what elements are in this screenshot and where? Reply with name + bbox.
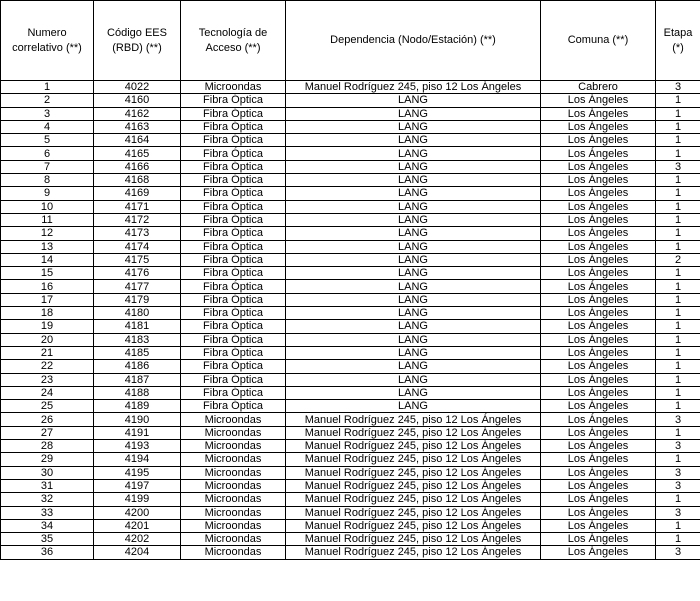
table-body [1,81,700,560]
table-row [1,320,700,333]
table-cell: Fibra Óptica [181,333,286,346]
table-cell: 4188 [94,386,181,399]
table-cell: 4169 [94,187,181,200]
table-row [1,386,700,399]
table-cell: LANG [286,240,541,253]
table-row [1,253,700,266]
table-cell: 4168 [94,174,181,187]
table-cell: Manuel Rodríguez 245, piso 12 Los Ángeles [286,533,541,546]
table-cell: 3 [656,466,700,479]
table-cell: Los Ángeles [541,94,656,107]
table-cell: Los Ángeles [541,493,656,506]
table-cell: Los Ángeles [541,147,656,160]
table-cell: 1 [656,493,700,506]
table-cell: 4171 [94,200,181,213]
table-cell: 36 [1,546,94,559]
header-comuna: Comuna (**) [541,1,656,81]
table-cell: Los Ángeles [541,200,656,213]
table-cell: 4177 [94,280,181,293]
table-cell: LANG [286,107,541,120]
table-cell: 15 [1,267,94,280]
table-cell: 4200 [94,506,181,519]
table-cell: 1 [656,519,700,532]
table-row [1,227,700,240]
table-cell: Los Ángeles [541,320,656,333]
table-cell: Microondas [181,440,286,453]
table-cell: 5 [1,134,94,147]
table-cell: 1 [656,187,700,200]
table-cell: Microondas [181,533,286,546]
table-cell: 2 [1,94,94,107]
table-cell: Fibra Óptica [181,227,286,240]
table-cell: Microondas [181,426,286,439]
table-cell: Los Ángeles [541,453,656,466]
table-cell: Los Ángeles [541,346,656,359]
table-cell: 25 [1,400,94,413]
table-cell: 8 [1,174,94,187]
table-row [1,94,700,107]
table-cell: LANG [286,213,541,226]
table-cell: 4176 [94,267,181,280]
table-cell: 4164 [94,134,181,147]
table-cell: Microondas [181,519,286,532]
header-etapa: Etapa (*) [656,1,700,81]
table-cell: 26 [1,413,94,426]
table-cell: 13 [1,240,94,253]
table-cell: 4186 [94,360,181,373]
table-cell: LANG [286,280,541,293]
table-cell: 16 [1,280,94,293]
table-cell: LANG [286,320,541,333]
table-cell: 3 [656,546,700,559]
table-cell: 3 [656,81,700,94]
header-codigo-ees: Código EES (RBD) (**) [94,1,181,81]
table-cell: Microondas [181,466,286,479]
table-cell: Fibra Óptica [181,94,286,107]
table-row [1,280,700,293]
table-cell: Microondas [181,493,286,506]
table-row [1,267,700,280]
table-cell: 3 [656,479,700,492]
table-cell: 4199 [94,493,181,506]
table-cell: Microondas [181,479,286,492]
table-cell: Manuel Rodríguez 245, piso 12 Los Ángeles [286,493,541,506]
table-row [1,453,700,466]
table-cell: Los Ángeles [541,413,656,426]
table-cell: 34 [1,519,94,532]
table-row [1,400,700,413]
table-cell: 1 [656,533,700,546]
table-cell: Los Ángeles [541,533,656,546]
table-cell: Manuel Rodríguez 245, piso 12 Los Ángeles [286,519,541,532]
table-cell: 29 [1,453,94,466]
table-cell: Los Ángeles [541,280,656,293]
table-cell: LANG [286,386,541,399]
table-row [1,506,700,519]
table-cell: 9 [1,187,94,200]
table-row [1,333,700,346]
table-cell: 4194 [94,453,181,466]
table-cell: Cabrero [541,81,656,94]
table-header [1,1,700,81]
table-cell: Manuel Rodríguez 245, piso 12 Los Ángeles [286,426,541,439]
table-cell: Manuel Rodríguez 245, piso 12 Los Ángeles [286,440,541,453]
table-cell: LANG [286,160,541,173]
table-cell: 31 [1,479,94,492]
table-cell: Fibra Óptica [181,293,286,306]
table-cell: 1 [656,94,700,107]
table-cell: 4185 [94,346,181,359]
header-numero-correlativo: Numero correlativo (**) [1,1,94,81]
table-cell: Los Ángeles [541,187,656,200]
table-cell: Fibra Óptica [181,280,286,293]
table-cell: 3 [656,440,700,453]
table-cell: Los Ángeles [541,120,656,133]
table-cell: Fibra Óptica [181,147,286,160]
table-cell: 3 [1,107,94,120]
table-cell: 1 [656,134,700,147]
table-cell: 4189 [94,400,181,413]
table-cell: 4193 [94,440,181,453]
table-cell: LANG [286,253,541,266]
table-cell: Microondas [181,413,286,426]
table-cell: Microondas [181,546,286,559]
table-cell: LANG [286,333,541,346]
table-cell: 4022 [94,81,181,94]
table-cell: Los Ángeles [541,160,656,173]
table-cell: 10 [1,200,94,213]
table-row [1,426,700,439]
table-cell: LANG [286,346,541,359]
table-cell: 23 [1,373,94,386]
table-cell: Los Ángeles [541,400,656,413]
table-cell: 27 [1,426,94,439]
table-cell: LANG [286,174,541,187]
table-row [1,147,700,160]
table-cell: LANG [286,147,541,160]
table-cell: 21 [1,346,94,359]
table-cell: 4190 [94,413,181,426]
table-cell: 4174 [94,240,181,253]
table-cell: Los Ángeles [541,519,656,532]
table-cell: 4191 [94,426,181,439]
table-cell: Microondas [181,81,286,94]
table-row [1,346,700,359]
table-cell: 3 [656,413,700,426]
table-cell: 4181 [94,320,181,333]
table-cell: 4179 [94,293,181,306]
table-cell: Manuel Rodríguez 245, piso 12 Los Ángeles [286,466,541,479]
table-cell: LANG [286,227,541,240]
table-cell: 1 [656,346,700,359]
table-cell: 35 [1,533,94,546]
table-cell: LANG [286,187,541,200]
table-cell: 4162 [94,107,181,120]
table-cell: Los Ángeles [541,293,656,306]
table-row [1,493,700,506]
table-cell: 1 [656,386,700,399]
table-cell: 1 [656,200,700,213]
table-cell: Fibra Óptica [181,360,286,373]
table-row [1,307,700,320]
table-cell: 1 [656,107,700,120]
table-row [1,519,700,532]
table-row [1,160,700,173]
table-cell: 4172 [94,213,181,226]
table-cell: Fibra Óptica [181,240,286,253]
table-cell: 4204 [94,546,181,559]
table-cell: Fibra Óptica [181,187,286,200]
table-cell: 7 [1,160,94,173]
table-row [1,81,700,94]
table-cell: Fibra Óptica [181,346,286,359]
table-row [1,360,700,373]
table-cell: 24 [1,386,94,399]
table-cell: 4175 [94,253,181,266]
table-cell: LANG [286,120,541,133]
table-row [1,533,700,546]
table-cell: 1 [656,174,700,187]
table-row [1,174,700,187]
table-cell: 4195 [94,466,181,479]
table-cell: Los Ángeles [541,240,656,253]
table-cell: 4187 [94,373,181,386]
table-cell: 1 [656,213,700,226]
table-cell: Fibra Óptica [181,120,286,133]
table-cell: 1 [656,453,700,466]
table-cell: Los Ángeles [541,307,656,320]
table-cell: 1 [656,280,700,293]
table-row [1,440,700,453]
table-row [1,213,700,226]
table-cell: Los Ángeles [541,253,656,266]
table-cell: LANG [286,360,541,373]
header-dependencia: Dependencia (Nodo/Estación) (**) [286,1,541,81]
table-cell: Los Ángeles [541,386,656,399]
table-cell: Fibra Óptica [181,253,286,266]
table-cell: 4166 [94,160,181,173]
table-cell: Fibra Óptica [181,373,286,386]
table-cell: 4 [1,120,94,133]
table-cell: Fibra Óptica [181,386,286,399]
table-cell: Manuel Rodríguez 245, piso 12 Los Ángeles [286,413,541,426]
table-cell: Los Ángeles [541,267,656,280]
table-cell: Los Ángeles [541,107,656,120]
table-cell: Fibra Óptica [181,400,286,413]
table-cell: Fibra Óptica [181,200,286,213]
table-cell: 4202 [94,533,181,546]
table-cell: Manuel Rodríguez 245, piso 12 Los Ángeles [286,546,541,559]
table-cell: Los Ángeles [541,440,656,453]
table-cell: LANG [286,134,541,147]
table-row [1,200,700,213]
table-cell: 1 [656,293,700,306]
table-cell: 18 [1,307,94,320]
table-cell: 4163 [94,120,181,133]
table-cell: 4201 [94,519,181,532]
table-cell: 4160 [94,94,181,107]
table-row [1,187,700,200]
table-cell: 1 [656,240,700,253]
table-cell: Fibra Óptica [181,307,286,320]
table-cell: 14 [1,253,94,266]
table-cell: Manuel Rodríguez 245, piso 12 Los Ángeles [286,453,541,466]
table-cell: 1 [656,320,700,333]
table-cell: 6 [1,147,94,160]
table-cell: 3 [656,160,700,173]
table-cell: Fibra Óptica [181,107,286,120]
table-cell: 4180 [94,307,181,320]
table-cell: 1 [656,147,700,160]
table-row [1,107,700,120]
table-cell: Fibra Óptica [181,174,286,187]
table-cell: 20 [1,333,94,346]
table-cell: Manuel Rodríguez 245, piso 12 Los Ángeles [286,506,541,519]
table-cell: 1 [656,227,700,240]
table-cell: Fibra Óptica [181,160,286,173]
table-cell: 1 [656,333,700,346]
table-cell: Manuel Rodríguez 245, piso 12 Los Ángeles [286,479,541,492]
table-row [1,546,700,559]
table-cell: 19 [1,320,94,333]
table-cell: Fibra Óptica [181,267,286,280]
table-row [1,373,700,386]
table-cell: Microondas [181,453,286,466]
table-cell: Los Ángeles [541,333,656,346]
table-cell: 32 [1,493,94,506]
table-cell: LANG [286,307,541,320]
table-cell: LANG [286,293,541,306]
table-row [1,240,700,253]
table-cell: Los Ángeles [541,373,656,386]
table-cell: Fibra Óptica [181,213,286,226]
table-cell: 1 [1,81,94,94]
table-cell: 1 [656,120,700,133]
table-cell: 17 [1,293,94,306]
table-cell: Los Ángeles [541,479,656,492]
table-row [1,134,700,147]
table-cell: Microondas [181,506,286,519]
table-cell: 28 [1,440,94,453]
table-cell: 1 [656,373,700,386]
table-cell: LANG [286,94,541,107]
table-cell: Los Ángeles [541,174,656,187]
table-cell: 22 [1,360,94,373]
table-cell: LANG [286,373,541,386]
table-cell: 2 [656,253,700,266]
table-cell: 1 [656,267,700,280]
table-cell: LANG [286,200,541,213]
table-cell: 1 [656,360,700,373]
table-cell: 12 [1,227,94,240]
table-cell: 1 [656,307,700,320]
table-row [1,413,700,426]
table-cell: Manuel Rodríguez 245, piso 12 Los Ángeles [286,81,541,94]
table-row [1,293,700,306]
table-cell: 4165 [94,147,181,160]
header-tecnologia-acceso: Tecnología de Acceso (**) [181,1,286,81]
table-cell: 4183 [94,333,181,346]
table-cell: 33 [1,506,94,519]
table-cell: Los Ángeles [541,360,656,373]
table-cell: Los Ángeles [541,426,656,439]
table-cell: 1 [656,426,700,439]
table-cell: 4173 [94,227,181,240]
table-cell: Los Ángeles [541,466,656,479]
table-cell: Los Ángeles [541,546,656,559]
table-row [1,466,700,479]
table-cell: Fibra Óptica [181,320,286,333]
table-row [1,120,700,133]
table-header-row [1,1,700,81]
table-cell: 3 [656,506,700,519]
table-cell: 30 [1,466,94,479]
table-cell: 1 [656,400,700,413]
table-cell: Fibra Óptica [181,134,286,147]
table-cell: 4197 [94,479,181,492]
table-cell: LANG [286,267,541,280]
table-cell: Los Ángeles [541,227,656,240]
table-cell: Los Ángeles [541,134,656,147]
table-cell: LANG [286,400,541,413]
table-cell: Los Ángeles [541,506,656,519]
table-cell: Los Ángeles [541,213,656,226]
table-row [1,479,700,492]
table-cell: 11 [1,213,94,226]
